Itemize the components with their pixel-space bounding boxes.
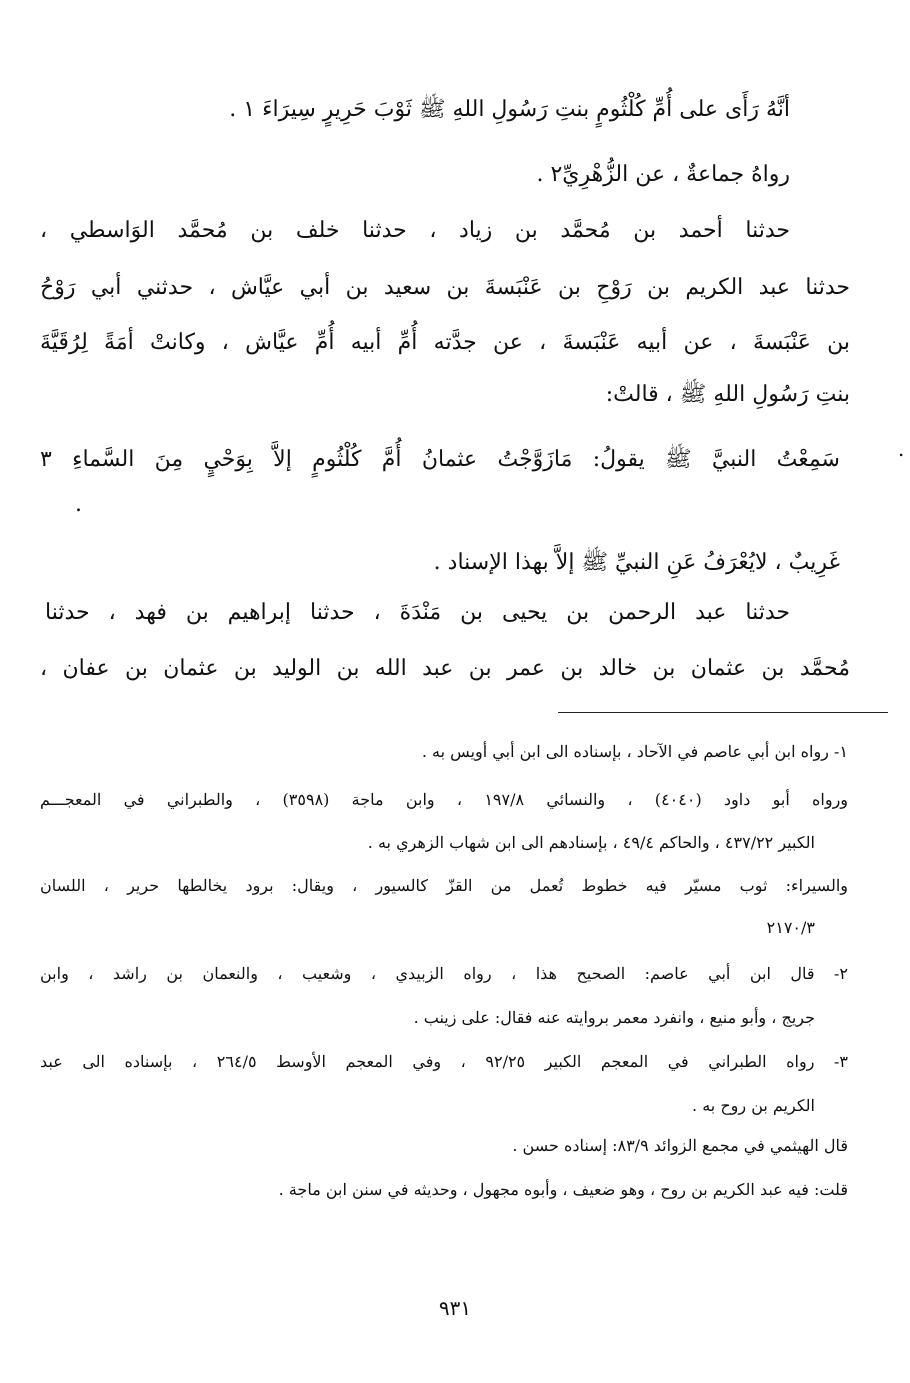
footnote-2: ٢- قال ابن أبي عاصم: الصحيح هذا ، رواه الزبيدي ، وشعيب ، والنعمان بن راشد ، وابن xyxy=(40,964,848,983)
main-line-4: حدثنا عبد الكريم بن رَوْحِ بن عَنْبَسةَ بن سعيد بن أبي عيَّاش ، حدثني أبي رَوْحُ xyxy=(40,275,850,300)
main-line-8: غَرِيبٌ ، لايُعْرَفُ عَنِ النبيِّ ﷺ إلاَّ بهذا الإسناد . xyxy=(433,550,840,575)
main-line-3: حدثنا أحمد بن مُحمَّد بن زياد ، حدثنا خلف بن مُحمَّد الوَاسطي ، xyxy=(40,218,790,243)
footnote-3-line-4: قلت: فيه عبد الكريم بن روح ، وهو ضعيف ، وأبوه مجهول ، وحديثه في سنن ابن ماجة . xyxy=(278,1180,848,1199)
footnote-3-line-2: الكريم بن روح به . xyxy=(692,1096,815,1115)
footnote-divider xyxy=(558,712,888,713)
footnote-3: ٣- رواه الطبراني في المعجم الكبير ٩٢/٢٥ ، وفي المعجم الأوسط ٢٦٤/٥ ، بإسناده الى عبد xyxy=(40,1052,848,1071)
footnote-3-line-3: قال الهيثمي في مجمع الزوائد ٨٣/٩: إسناده حسن . xyxy=(512,1136,848,1155)
main-line-7: سَمِعْتُ النبيَّ ﷺ يقولُ: مَازَوَّجْتُ عثمانُ أُمَّ كُلْثُومٍ إلاَّ بِوَحْيٍ مِنَ السَّماءِ ٣ xyxy=(40,447,840,472)
footnote-2-line-2: جريج ، وأبو منيع ، وانفرد معمر بروايته عنه فقال: على زينب . xyxy=(413,1008,815,1027)
main-line-1: أنَّهُ رَأَى على أُمِّ كُلْثُومٍ بنتِ رَسُولِ اللهِ ﷺ ثَوْبَ حَرِيرٍ سِيرَاءَ ١ . xyxy=(229,97,790,122)
margin-mark: . xyxy=(898,437,905,461)
main-line-6: بنتِ رَسُولِ اللهِ ﷺ ، قالتْ: xyxy=(605,382,850,407)
footnote-1-line-3: الكبير ٤٣٧/٢٢ ، والحاكم ٤٩/٤ ، بإسنادهم الى ابن شهاب الزهري به . xyxy=(367,833,815,852)
main-line-9: حدثنا عبد الرحمن بن يحيى بن مَنْدَةَ ، حدثنا إبراهيم بن فهد ، حدثنا xyxy=(45,600,790,625)
footnote-1-line-2: ورواه أبو داود (٤٠٤٠) ، والنسائي ١٩٧/٨ ، وابن ماجة (٣٥٩٨) ، والطبراني في المعجـــم xyxy=(40,790,849,809)
footnote-1: ١- رواه ابن أبي عاصم في الآحاد ، بإسناده الى ابن أبي أويس به . xyxy=(421,742,848,761)
main-line-10: مُحمَّد بن عثمان بن خالد بن عمر بن عبد الله بن الوليد بن عثمان بن عفان ، xyxy=(40,656,850,681)
footnote-1-line-4: والسيراء: ثوب مسيّر فيه خطوط تُعمل من القزّ كالسيور ، ويقال: برود يخالطها حرير ، اللسان xyxy=(40,876,848,895)
main-line-5: بن عَنْبَسةَ ، عن أبيه عَنْبَسةَ ، عن جدَّته أُمِّ أبيه أُمِّ عيَّاش ، وكانتْ أمَةً لِرُقَيَّةَ xyxy=(40,330,850,355)
page-number: ٩٣١ xyxy=(438,1296,472,1320)
main-line-2: رواهُ جماعةٌ ، عن الزُّهْرِيِّ٢ . xyxy=(536,162,790,187)
main-line-7-end: . xyxy=(75,492,82,517)
footnote-1-line-5: ٢١٧٠/٣ xyxy=(766,918,815,937)
